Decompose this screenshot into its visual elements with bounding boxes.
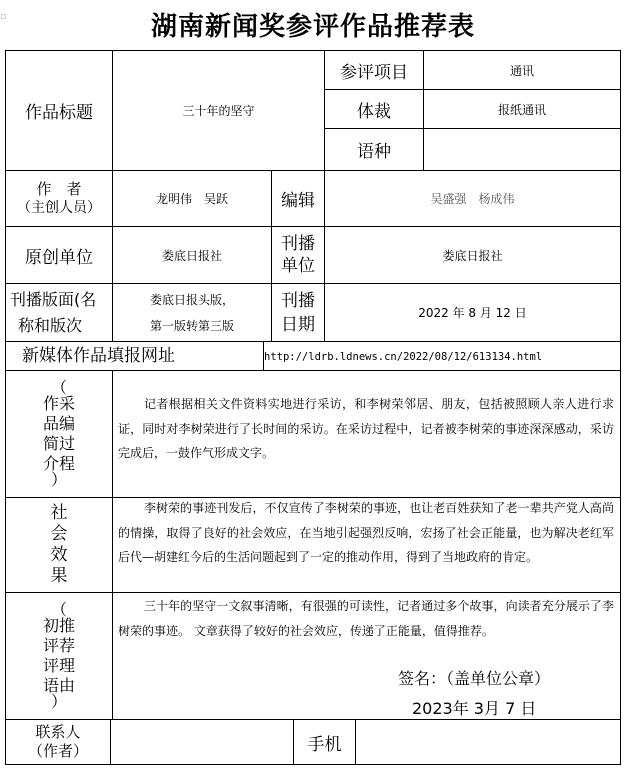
contact-label-line1: 联系人 (35, 723, 81, 741)
contact-label (6, 720, 110, 764)
editor-label: 编辑 (281, 191, 315, 211)
reason-label-char: 语由 (42, 676, 75, 695)
reason-label-char: （ (50, 600, 67, 619)
work-title-value[interactable]: 三十年的坚守 (182, 104, 255, 118)
intro-label-char: 作采 (42, 394, 75, 413)
language-label: 语种 (357, 142, 391, 162)
reason-text[interactable]: 三十年的坚守一文叙事清晰，有很强的可读性，记者通过多个故事，向读者充分展示了李树荣的事迹。 文章获得了较好的社会效应，传递了正能量，值得推荐。 (118, 599, 614, 638)
reason-label (6, 593, 112, 719)
publish-unit-label (272, 227, 324, 283)
genre-label: 体裁 (357, 101, 391, 122)
reason-label-char: 评荐 (42, 636, 75, 655)
reason-label-char: 评理 (42, 656, 75, 675)
category-label: 参评项目 (340, 62, 408, 83)
edition-value-line2: 第一版转第三版 (149, 318, 234, 333)
effect-label (6, 498, 112, 592)
mobile-label: 手机 (307, 734, 342, 755)
authors-value[interactable]: 龙明伟 吴跃 (155, 192, 228, 206)
intro-text[interactable]: 记者根据相关文件资料实地进行采访，和李树荣邻居、朋友，包括被照顾人亲人进行求证，同时对李树荣进行了长时间的采访。在采访过程中，记者被李树荣的事迹深深感动，采访完成后，一鼓作气形成文字。 (118, 397, 614, 460)
edition-label (10, 287, 112, 339)
author-label (6, 171, 112, 226)
category-value[interactable]: 通讯 (509, 63, 534, 78)
work-title-label: 作品标题 (25, 103, 93, 123)
publish-date-label (272, 284, 324, 341)
intro-label-char: 品编 (42, 414, 75, 433)
author-label-line1: 作 者 (36, 179, 82, 198)
edition-value-line1: 娄底日报头版， (149, 292, 234, 307)
original-unit-label: 原创单位 (25, 247, 93, 268)
publish-unit-label-line2: 单位 (281, 256, 315, 276)
publish-unit-label-line1: 刊播 (281, 234, 315, 254)
new-media-url-value[interactable]: http://ldrb.ldnews.cn/2022/08/12/613134.html (264, 351, 543, 363)
edition-value[interactable] (113, 284, 271, 341)
intro-label-char: 介程 (42, 454, 75, 473)
new-media-url-label: 新媒体作品填报网址 (22, 346, 175, 366)
intro-label-char: （ (50, 378, 67, 397)
publish-date-value[interactable]: 2022 年 8 月 12 日 (418, 306, 527, 320)
edition-label-line2: 称和版次 (18, 316, 83, 335)
document-marker-icon: ▫ (0, 12, 7, 22)
reason-label-char: 初推 (42, 616, 75, 635)
publish-date-label-line2: 日期 (281, 314, 315, 335)
effect-label-char: 果 (50, 566, 68, 586)
genre-value[interactable]: 报纸通讯 (497, 102, 546, 117)
effect-label-char: 效 (50, 545, 68, 565)
effect-label-char: 会 (50, 524, 68, 544)
reason-label-char: ） (50, 692, 67, 711)
intro-label (6, 371, 112, 497)
author-label-line2: （主创人员） (17, 199, 101, 216)
contact-value[interactable] (111, 720, 293, 764)
language-value[interactable] (424, 129, 620, 170)
publish-unit-value[interactable]: 娄底日报社 (442, 248, 503, 263)
intro-label-char: ） (50, 470, 67, 489)
page-title: 湖南新闻奖参评作品推荐表 (150, 11, 475, 42)
intro-label-char: 简过 (42, 434, 75, 453)
original-unit-value[interactable]: 娄底日报社 (161, 248, 222, 263)
edition-label-line1: 刊播版面(名 (10, 290, 97, 309)
editors-value[interactable]: 吴盛强 杨成伟 (430, 192, 515, 206)
signature-label: 签名：（盖单位公章） (398, 669, 551, 688)
sign-date: 2023年 3月 7 日 (412, 699, 537, 718)
effect-label-char: 社 (50, 503, 68, 523)
effect-text[interactable]: 李树荣的事迹刊发后，不仅宣传了李树荣的事迹，也让老百姓获知了老一辈共产党人高尚的情操，取得了良好的社会效应，在当地引起强烈反响，宏扬了社会正能量，也为解决老红军后代—胡建红今后的生活问题起到了一定的推动作用，得到了当地政府的肯定。 (118, 501, 614, 564)
mobile-value[interactable] (356, 720, 620, 764)
contact-label-line2: （作者） (27, 742, 88, 760)
publish-date-label-line1: 刊播 (281, 290, 315, 311)
